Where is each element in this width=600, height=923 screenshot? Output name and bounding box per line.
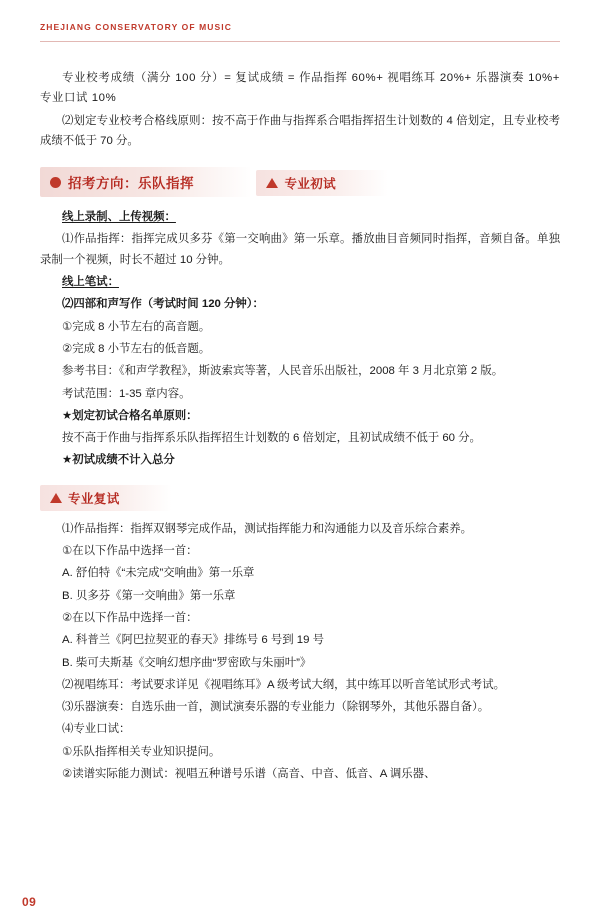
preliminary-online-record-label: 线上录制、上传视频： <box>62 211 176 224</box>
section-banner-label: 招考方向：乐队指挥 <box>68 176 194 192</box>
page-footer <box>0 897 600 923</box>
final-item-4-sub-2: ②读谱实际能力测试：视唱五种谱号乐谱（高音、中音、低音、A 调乐器、 <box>62 768 436 781</box>
final-group-1-option-a: A. 舒伯特《“未完成”交响曲》第一乐章 <box>62 567 255 580</box>
final-group-1-option-b: B. 贝多芬《第一交响曲》第一乐章 <box>62 589 236 602</box>
preliminary-note: ★初试成绩不计入总分 <box>62 454 175 467</box>
subsection-banner-preliminary <box>256 170 388 196</box>
institution-name: ZHEJIANG CONSERVATORY OF MUSIC <box>40 22 233 32</box>
preliminary-scope: 考试范围：1-35 章内容。 <box>62 387 191 400</box>
triangle-icon <box>266 178 278 188</box>
final-item-3: ⑶乐器演奏：自选乐曲一首，测试演奏乐器的专业能力（除钢琴外，其他乐器自备）。 <box>62 701 490 714</box>
subsection-banner-label-preliminary: 专业初试 <box>284 176 337 191</box>
preliminary-item-2-sub-2: ②完成 8 小节左右的低音题。 <box>62 342 211 355</box>
section-banner-direction <box>40 167 252 197</box>
page-number: 09 <box>22 895 37 909</box>
red-dot-icon <box>50 177 61 188</box>
preliminary-reference: 参考书目：《和声学教程》，斯波索宾等著，人民音乐出版社，2008 年 3 月北京第 2 版。 <box>62 365 504 378</box>
header-divider <box>40 41 560 42</box>
final-item-2: ⑵视唱练耳：考试要求详见《视唱练耳》A 级考试大纲，其中练耳以听音笔试形式考试。 <box>62 678 505 691</box>
preliminary-pass-rule-text: 按不高于作曲与指挥系乐队指挥招生计划数的 6 倍划定，且初试成绩不低于 60 分。 <box>62 432 481 445</box>
triangle-icon <box>50 493 62 503</box>
subsection-banner-label-final: 专业复试 <box>68 491 120 506</box>
intro-line-1: 专业校考成绩（满分 100 分）= 复试成绩 = 作品指挥 60%+ 视唱练耳 20%+ 乐器演奏 10%+ 专业口试 10% <box>40 72 560 105</box>
document-body <box>40 68 560 786</box>
preliminary-pass-rule-label: ★划定初试合格名单原则： <box>62 409 198 422</box>
final-group-2-label: ②在以下作品中选择一首： <box>62 611 198 624</box>
final-group-2-option-b: B. 柴可夫斯基《交响幻想序曲“罗密欧与朱丽叶”》 <box>62 656 312 669</box>
preliminary-item-1: ⑴作品指挥：指挥完成贝多芬《第一交响曲》第一乐章。播放曲目音频同时指挥，音频自备。单独录制一个视频，时长不超过 10 分钟。 <box>40 233 560 266</box>
intro-line-2: ⑵划定专业校考合格线原则：按不高于作曲与指挥系合唱指挥招生计划数的 4 倍划定，且专业校考成绩不低于 70 分。 <box>40 114 560 147</box>
preliminary-item-2: ⑵四部和声写作（考试时间 120 分钟）： <box>62 298 264 311</box>
preliminary-online-written-label: 线上笔试： <box>62 276 119 289</box>
final-group-2-option-a: A. 科普兰《阿巴拉契亚的春天》排练号 6 号到 19 号 <box>62 634 325 647</box>
final-group-1-label: ①在以下作品中选择一首： <box>62 545 198 558</box>
page-header <box>40 22 560 46</box>
preliminary-item-2-sub-1: ①完成 8 小节左右的高音题。 <box>62 320 211 333</box>
final-item-1: ⑴作品指挥：指挥双钢琴完成作品，测试指挥能力和沟通能力以及音乐综合素养。 <box>62 522 473 535</box>
final-item-4-sub-1: ①乐队指挥相关专业知识提问。 <box>62 745 221 758</box>
final-item-4: ⑷专业口试： <box>62 723 131 736</box>
subsection-banner-final <box>40 485 172 511</box>
